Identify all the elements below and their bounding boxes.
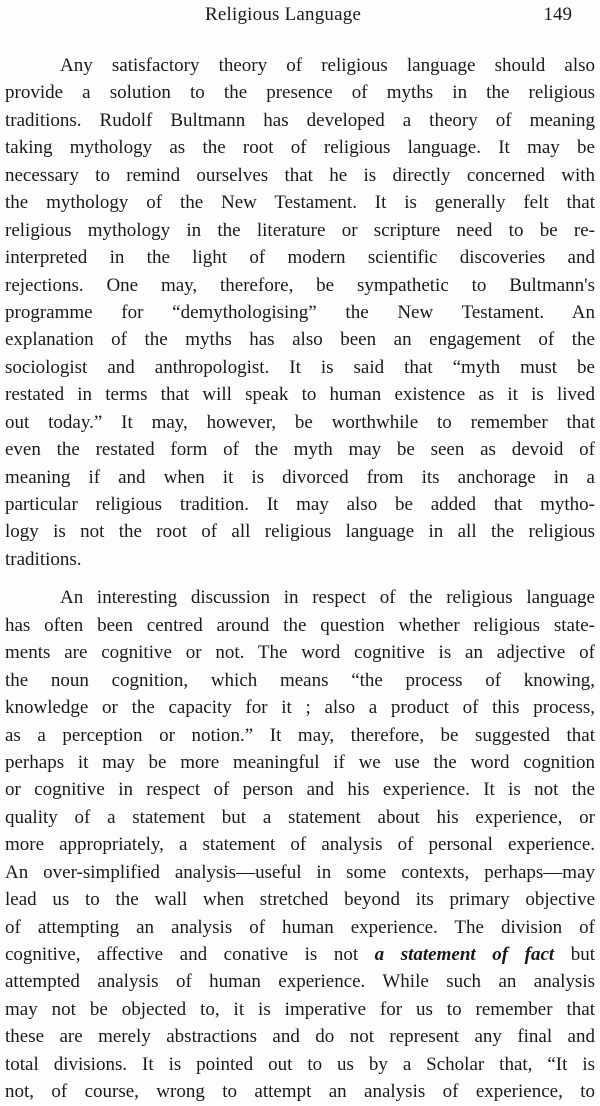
text-line: lead us to the wall when stretched beyond its primary objective [5,889,595,911]
text-line-segment: cognitive, affective and conative is not [5,944,359,965]
text-line: meaning if and when it is divorced from its anchorage in a [5,466,595,488]
body-text [5,52,595,1106]
text-line: interpreted in the light of modern scientific discoveries and [5,247,595,269]
text-line: An over-simplified analysis—useful in some contexts, perhaps—may [5,861,595,883]
text-line: religious mythology in the literature or scripture need to be re- [5,219,595,241]
text-line: the noun cognition, which means “the process of knowing, [5,669,595,691]
text-line: necessary to remind ourselves that he is directly concerned with [5,164,595,186]
paragraph-myths [5,52,595,573]
running-title: Religious Language [205,4,362,25]
text-line: sociologist and anthropologist. It is said that “myth must be [5,356,595,378]
text-line: Any satisfactory theory of religious language should also [60,55,595,76]
text-line: provide a solution to the presence of myths in the religious [5,82,595,104]
text-line-segment: but [570,944,595,965]
text-line: has often been centred around the question whether religious state- [5,614,595,636]
text-line-with-emphasis [5,941,595,968]
text-line: traditions. Rudolf Bultmann has developed a theory of meaning [5,109,595,131]
paragraph-spacing [5,573,595,584]
text-line: particular religious tradition. It may also be added that mytho- [5,494,595,515]
emphasized-phrase: a statement of fact [374,944,555,965]
text-line: programme for “demythologising” the New Testament. An [5,301,595,323]
running-header [0,4,600,30]
text-line: even the restated form of the myth may be seen as devoid of [5,439,595,461]
text-line: not, of course, wrong to attempt an analysis of experience, to [5,1081,595,1103]
text-line: traditions. [5,548,82,570]
text-line: of attempting an analysis of human experience. The division of [5,916,595,938]
text-line: perhaps it may be more meaningful if we use the word cognition [5,751,595,773]
text-line: quality of a statement but a statement about his experience, or [5,806,595,828]
text-line: ments are cognitive or not. The word cognitive is an adjective of [5,642,595,664]
text-line: or cognitive in respect of person and his experience. It is not the [5,779,595,801]
text-line: the mythology of the New Testament. It is generally felt that [5,192,595,214]
text-line: taking mythology as the root of religious language. It may be [5,137,595,159]
paragraph-cognitive [5,584,595,1105]
page-number: 149 [543,4,572,25]
text-line: total divisions. It is pointed out to us by a Scholar that, “It is [5,1053,595,1075]
text-line: these are merely abstractions and do not represent any final and [5,1026,595,1048]
text-line: knowledge or the capacity for it ; also a product of this process, [5,697,595,719]
text-line: may not be objected to, it is imperative for us to remember that [5,998,595,1020]
text-line: explanation of the myths has also been an engagement of the [5,329,595,351]
text-line: attempted analysis of human experience. While such an analysis [5,971,595,993]
text-line: out today.” It may, however, be worthwhile to remember that [5,411,595,433]
text-line: An interesting discussion in respect of the religious language [60,587,595,609]
text-line: rejections. One may, therefore, be sympathetic to Bultmann's [5,274,595,296]
text-line: as a perception or notion.” It may, therefore, be suggested that [5,724,595,746]
text-line: more appropriately, a statement of analysis of personal experience. [5,834,595,856]
text-line: restated in terms that will speak to human existence as it is lived [5,384,595,406]
text-line: logy is not the root of all religious language in all the religious [5,521,595,543]
